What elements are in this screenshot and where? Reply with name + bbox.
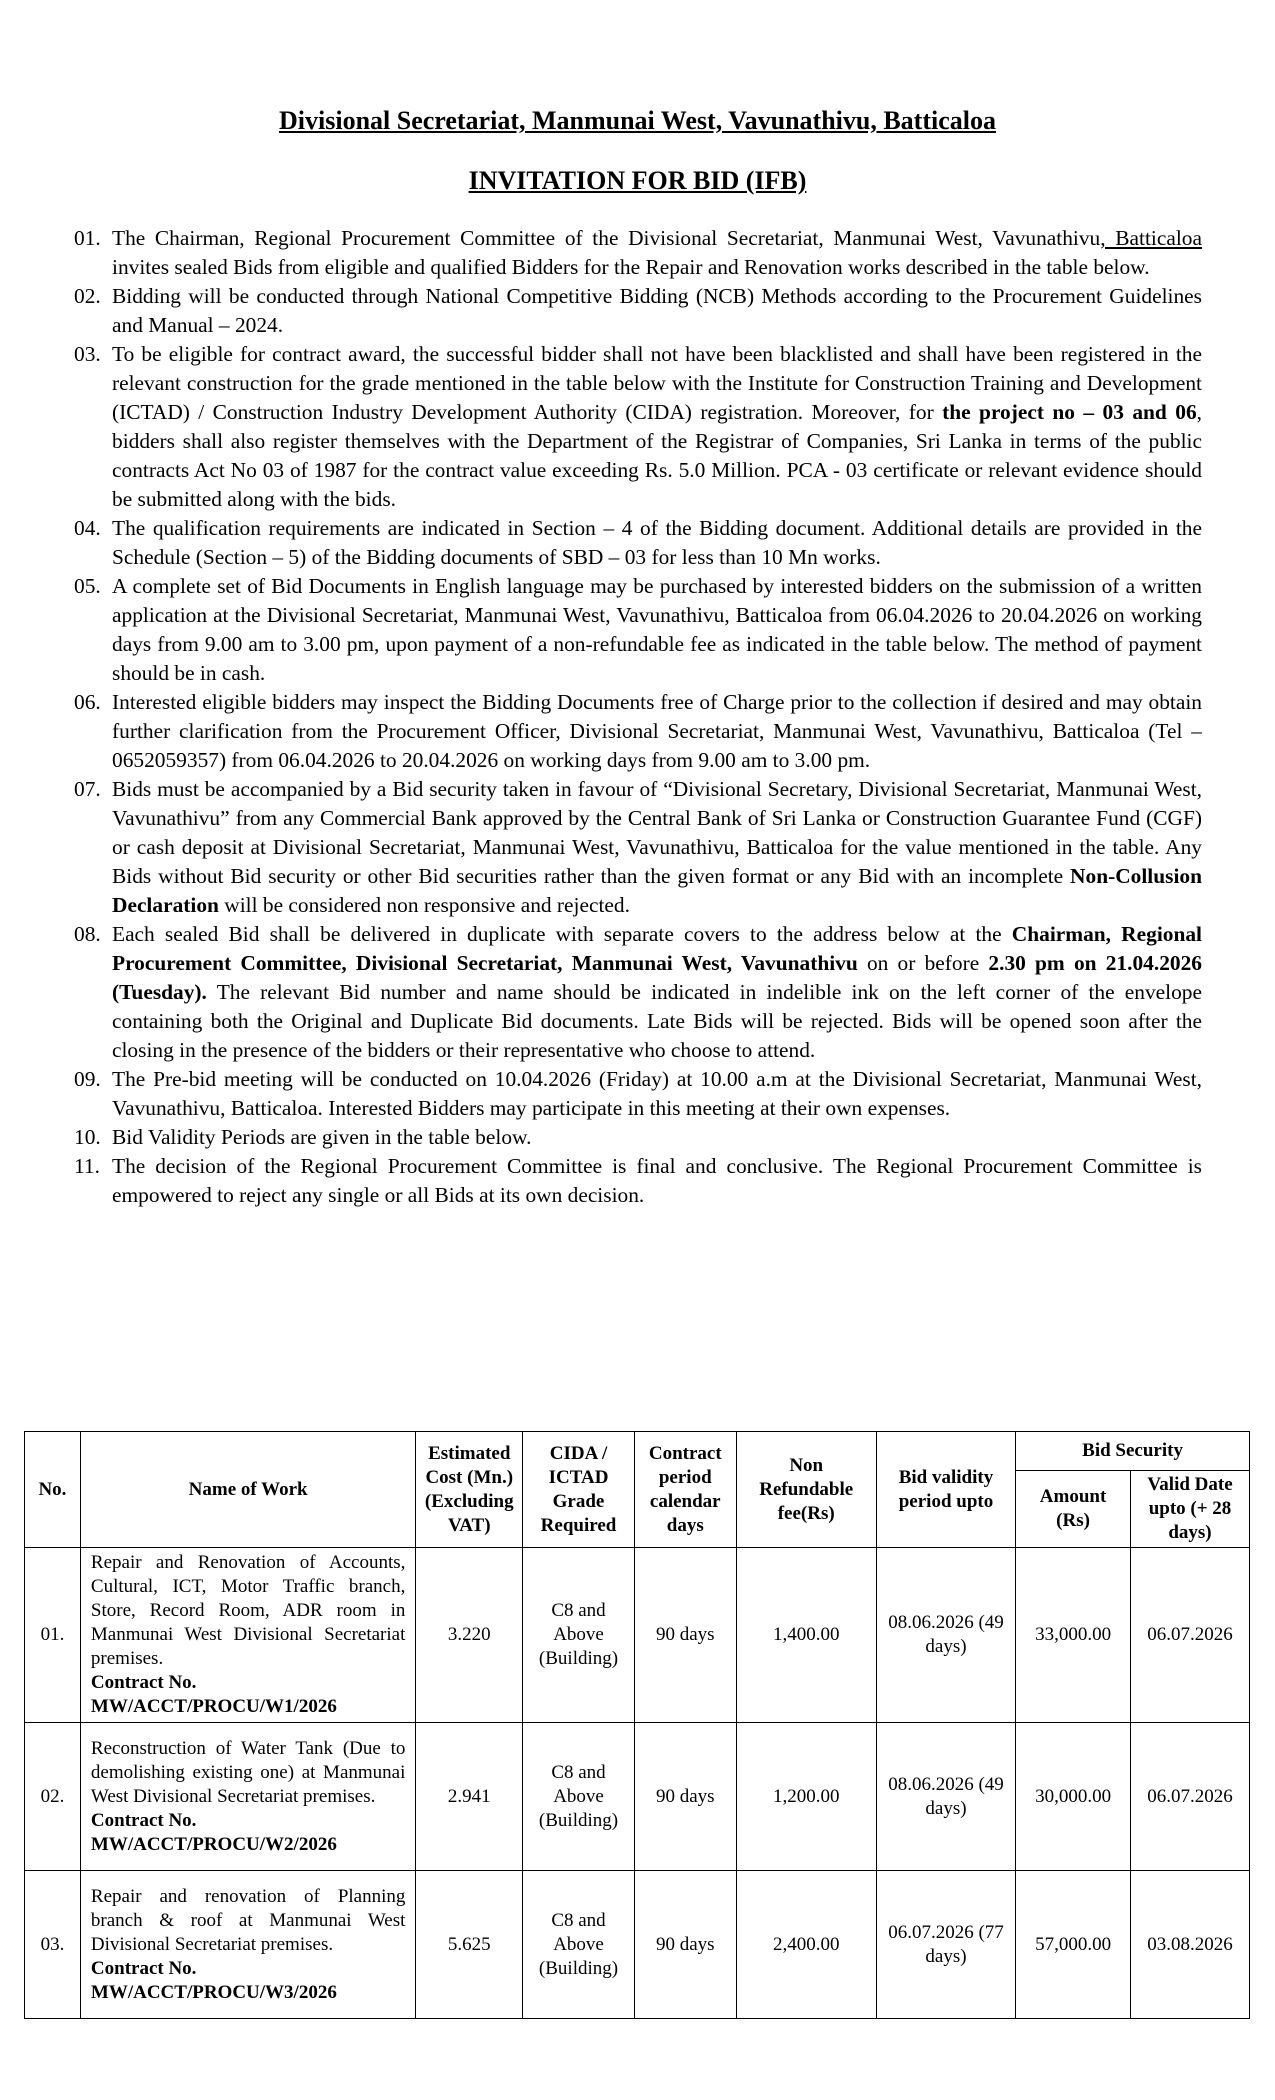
clause-item — [74, 920, 1202, 1065]
clause-item — [74, 224, 1202, 282]
cell-security-amount: 57,000.00 — [1016, 1871, 1131, 2019]
clause-number: 04. — [74, 516, 101, 540]
clause-text: will be considered non responsive and rejected. — [218, 893, 630, 917]
clause-number: 05. — [74, 574, 101, 598]
table-row — [25, 1723, 1250, 1871]
work-description: Repair and renovation of Planning branch & roof at Manmunai West Divisional Secretariat premises. — [90, 1885, 406, 1955]
works-table-body — [25, 1548, 1250, 2019]
clause-text: , bidders shall also register themselves with the Department of the Registrar of Companies, Sri Lanka in terms of the public contracts Act No 03 of 1987 for the contract value exceeding Rs. 5.0 Million. PCA - 03 certificate or relevant evidence should be submitted along with the bids. — [112, 400, 1202, 511]
cell-valid-date: 06.07.2026 — [1131, 1723, 1250, 1871]
cell-grade: C8 and Above (Building) — [523, 1548, 635, 1723]
work-description: Repair and Renovation of Accounts, Cultural, ICT, Motor Traffic branch, Store, Record Room, ADR room in Manmunai West Divisional Secretariat premises. — [90, 1552, 406, 1669]
clause-number: 02. — [74, 284, 101, 308]
cell-grade: C8 and Above (Building) — [523, 1723, 635, 1871]
clause-item — [74, 1152, 1202, 1210]
clause-text: The relevant Bid number and name should be indicated in indelible ink on the left corner of the envelope containing both the Original and Duplicate Bid documents. Late Bids will be rejected. Bids will be opened soon after the closing in the presence of the bidders or their representative who choose to attend. — [112, 980, 1202, 1062]
document-title: INVITATION FOR BID (IFB) — [468, 166, 807, 195]
cell-no: 03. — [25, 1871, 81, 2019]
clause-text: The decision of the Regional Procurement Committee is final and conclusive. The Regional Procurement Committee is empowered to reject any single or all Bids at its own decision. — [112, 1154, 1202, 1207]
clause-text: To be eligible for contract award, the successful bidder shall not have been blacklisted and shall have been registered in the relevant construction for the grade mentioned in the table below with the Institute for Construction Training and Development (ICTAD) / Construction Industry Development Authority (CIDA) registration. Moreover, for — [112, 342, 1202, 424]
cell-fee: 2,400.00 — [736, 1871, 876, 2019]
header-grade: CIDA / ICTAD Grade Required — [523, 1432, 635, 1548]
clause-text: invites sealed Bids from eligible and qualified Bidders for the Repair and Renovation works described in the table below. — [112, 255, 1150, 279]
cell-estimated-cost: 2.941 — [416, 1723, 523, 1871]
table-header-row — [25, 1432, 1250, 1471]
cell-security-amount: 30,000.00 — [1016, 1723, 1131, 1871]
contract-number: Contract No. MW/ACCT/PROCU/W3/2026 — [90, 1957, 337, 2003]
header-bid-validity: Bid validity period upto — [876, 1432, 1015, 1548]
clause-number: 10. — [74, 1125, 101, 1149]
clause-number: 01. — [74, 226, 101, 250]
clause-item — [74, 340, 1202, 514]
cell-contract-period: 90 days — [634, 1548, 736, 1723]
clause-text: The qualification requirements are indicated in Section – 4 of the Bidding document. Additional details are provided in the Schedule (Section – 5) of the Bidding documents of SBD – 03 for less than 10 Mn works. — [112, 516, 1202, 569]
clause-item — [74, 1065, 1202, 1123]
clause-item — [74, 1123, 1202, 1152]
header-amount: Amount (Rs) — [1016, 1471, 1131, 1548]
cell-contract-period: 90 days — [634, 1871, 736, 2019]
cell-name-of-work — [80, 1871, 415, 2019]
clause-text: Bidding will be conducted through National Competitive Bidding (NCB) Methods according to the Procurement Guidelines and Manual – 2024. — [112, 284, 1202, 337]
clause-item — [74, 514, 1202, 572]
cell-fee: 1,200.00 — [736, 1723, 876, 1871]
clause-number: 08. — [74, 922, 101, 946]
clause-number: 09. — [74, 1067, 101, 1091]
cell-name-of-work — [80, 1723, 415, 1871]
clause-text: Each sealed Bid shall be delivered in duplicate with separate covers to the address below at the — [112, 922, 1012, 946]
clause-bold-text: 2.30 pm on 21.04.2026 (Tuesday). — [112, 951, 1202, 1004]
clause-text: Bid Validity Periods are given in the table below. — [112, 1125, 532, 1149]
clause-number: 11. — [74, 1154, 100, 1178]
header-bid-security: Bid Security — [1016, 1432, 1250, 1471]
clause-text: Bids must be accompanied by a Bid security taken in favour of “Divisional Secretary, Divisional Secretariat, Manmunai West, Vavunathivu” from any Commercial Bank approved by the Central Bank of Sri Lanka or Construction Guarantee Fund (CGF) or cash deposit at Divisional Secretariat, Manmunai West, Vavunathivu, Batticaloa for the value mentioned in the table. Any Bids without Bid security or other Bid securities rather than the given format or any Bid with an incomplete — [112, 777, 1202, 888]
clause-number: 06. — [74, 690, 101, 714]
clause-item — [74, 572, 1202, 688]
table-row — [25, 1548, 1250, 1723]
cell-valid-date: 06.07.2026 — [1131, 1548, 1250, 1723]
clause-bold-text: Non-Collusion Declaration — [112, 864, 1202, 917]
cell-no: 01. — [25, 1548, 81, 1723]
header-valid-date: Valid Date upto (+ 28 days) — [1131, 1471, 1250, 1548]
clause-bold-text: the project no – 03 and 06 — [942, 400, 1197, 424]
work-description: Reconstruction of Water Tank (Due to demolishing existing one) at Manmunai West Divisional Secretariat premises. — [90, 1737, 406, 1807]
cell-fee: 1,400.00 — [736, 1548, 876, 1723]
cell-name-of-work — [80, 1548, 415, 1723]
clause-number: 07. — [74, 777, 101, 801]
clause-item — [74, 688, 1202, 775]
clause-item — [74, 282, 1202, 340]
clause-text: The Chairman, Regional Procurement Committee of the Divisional Secretariat, Manmunai West, Vavunathivu — [112, 226, 1101, 250]
clause-text: A complete set of Bid Documents in English language may be purchased by interested bidders on the submission of a written application at the Divisional Secretariat, Manmunai West, Vavunathivu, Batticaloa from 06.04.2026 to 20.04.2026 on working days from 9.00 am to 3.00 pm, upon payment of a non-refundable fee as indicated in the table below. The method of payment should be in cash. — [112, 574, 1202, 685]
organization-title: Divisional Secretariat, Manmunai West, Vavunathivu, Batticaloa — [279, 106, 996, 135]
header-fee: Non Refundable fee(Rs) — [736, 1432, 876, 1548]
clause-item — [74, 775, 1202, 920]
header-name-of-work: Name of Work — [80, 1432, 415, 1548]
header-estimated-cost: Estimated Cost (Mn.) (Excluding VAT) — [416, 1432, 523, 1548]
cell-bid-validity: 08.06.2026 (49 days) — [876, 1723, 1015, 1871]
clause-bold-text: Chairman, Regional Procurement Committee, Divisional Secretariat, Manmunai West, Vavunathivu — [112, 922, 1202, 975]
header-no: No. — [25, 1432, 81, 1548]
works-table — [24, 1431, 1250, 2019]
clause-text: The Pre-bid meeting will be conducted on 10.04.2026 (Friday) at 10.00 a.m at the Divisional Secretariat, Manmunai West, Vavunathivu, Batticaloa. Interested Bidders may participate in this meeting at their own expenses. — [112, 1067, 1202, 1120]
cell-grade: C8 and Above (Building) — [523, 1871, 635, 2019]
cell-estimated-cost: 5.625 — [416, 1871, 523, 2019]
cell-security-amount: 33,000.00 — [1016, 1548, 1131, 1723]
clause-underlined-text: , Batticaloa — [1100, 226, 1202, 250]
header-contract-period: Contract period calendar days — [634, 1432, 736, 1548]
cell-contract-period: 90 days — [634, 1723, 736, 1871]
cell-bid-validity: 06.07.2026 (77 days) — [876, 1871, 1015, 2019]
contract-number: Contract No. MW/ACCT/PROCU/W1/2026 — [90, 1672, 337, 1717]
cell-estimated-cost: 3.220 — [416, 1548, 523, 1723]
clause-text: Interested eligible bidders may inspect the Bidding Documents free of Charge prior to the collection if desired and may obtain further clarification from the Procurement Officer, Divisional Secretariat, Manmunai West, Vavunathivu, Batticaloa (Tel – 0652059357) from 06.04.2026 to 20.04.2026 on working days from 9.00 am to 3.00 pm. — [112, 690, 1202, 772]
cell-valid-date: 03.08.2026 — [1131, 1871, 1250, 2019]
clause-number: 03. — [74, 342, 101, 366]
cell-bid-validity: 08.06.2026 (49 days) — [876, 1548, 1015, 1723]
contract-number: Contract No. MW/ACCT/PROCU/W2/2026 — [90, 1809, 337, 1855]
table-row — [25, 1871, 1250, 2019]
cell-no: 02. — [25, 1723, 81, 1871]
clause-text: on or before — [857, 951, 989, 975]
clause-list — [74, 224, 1202, 1210]
